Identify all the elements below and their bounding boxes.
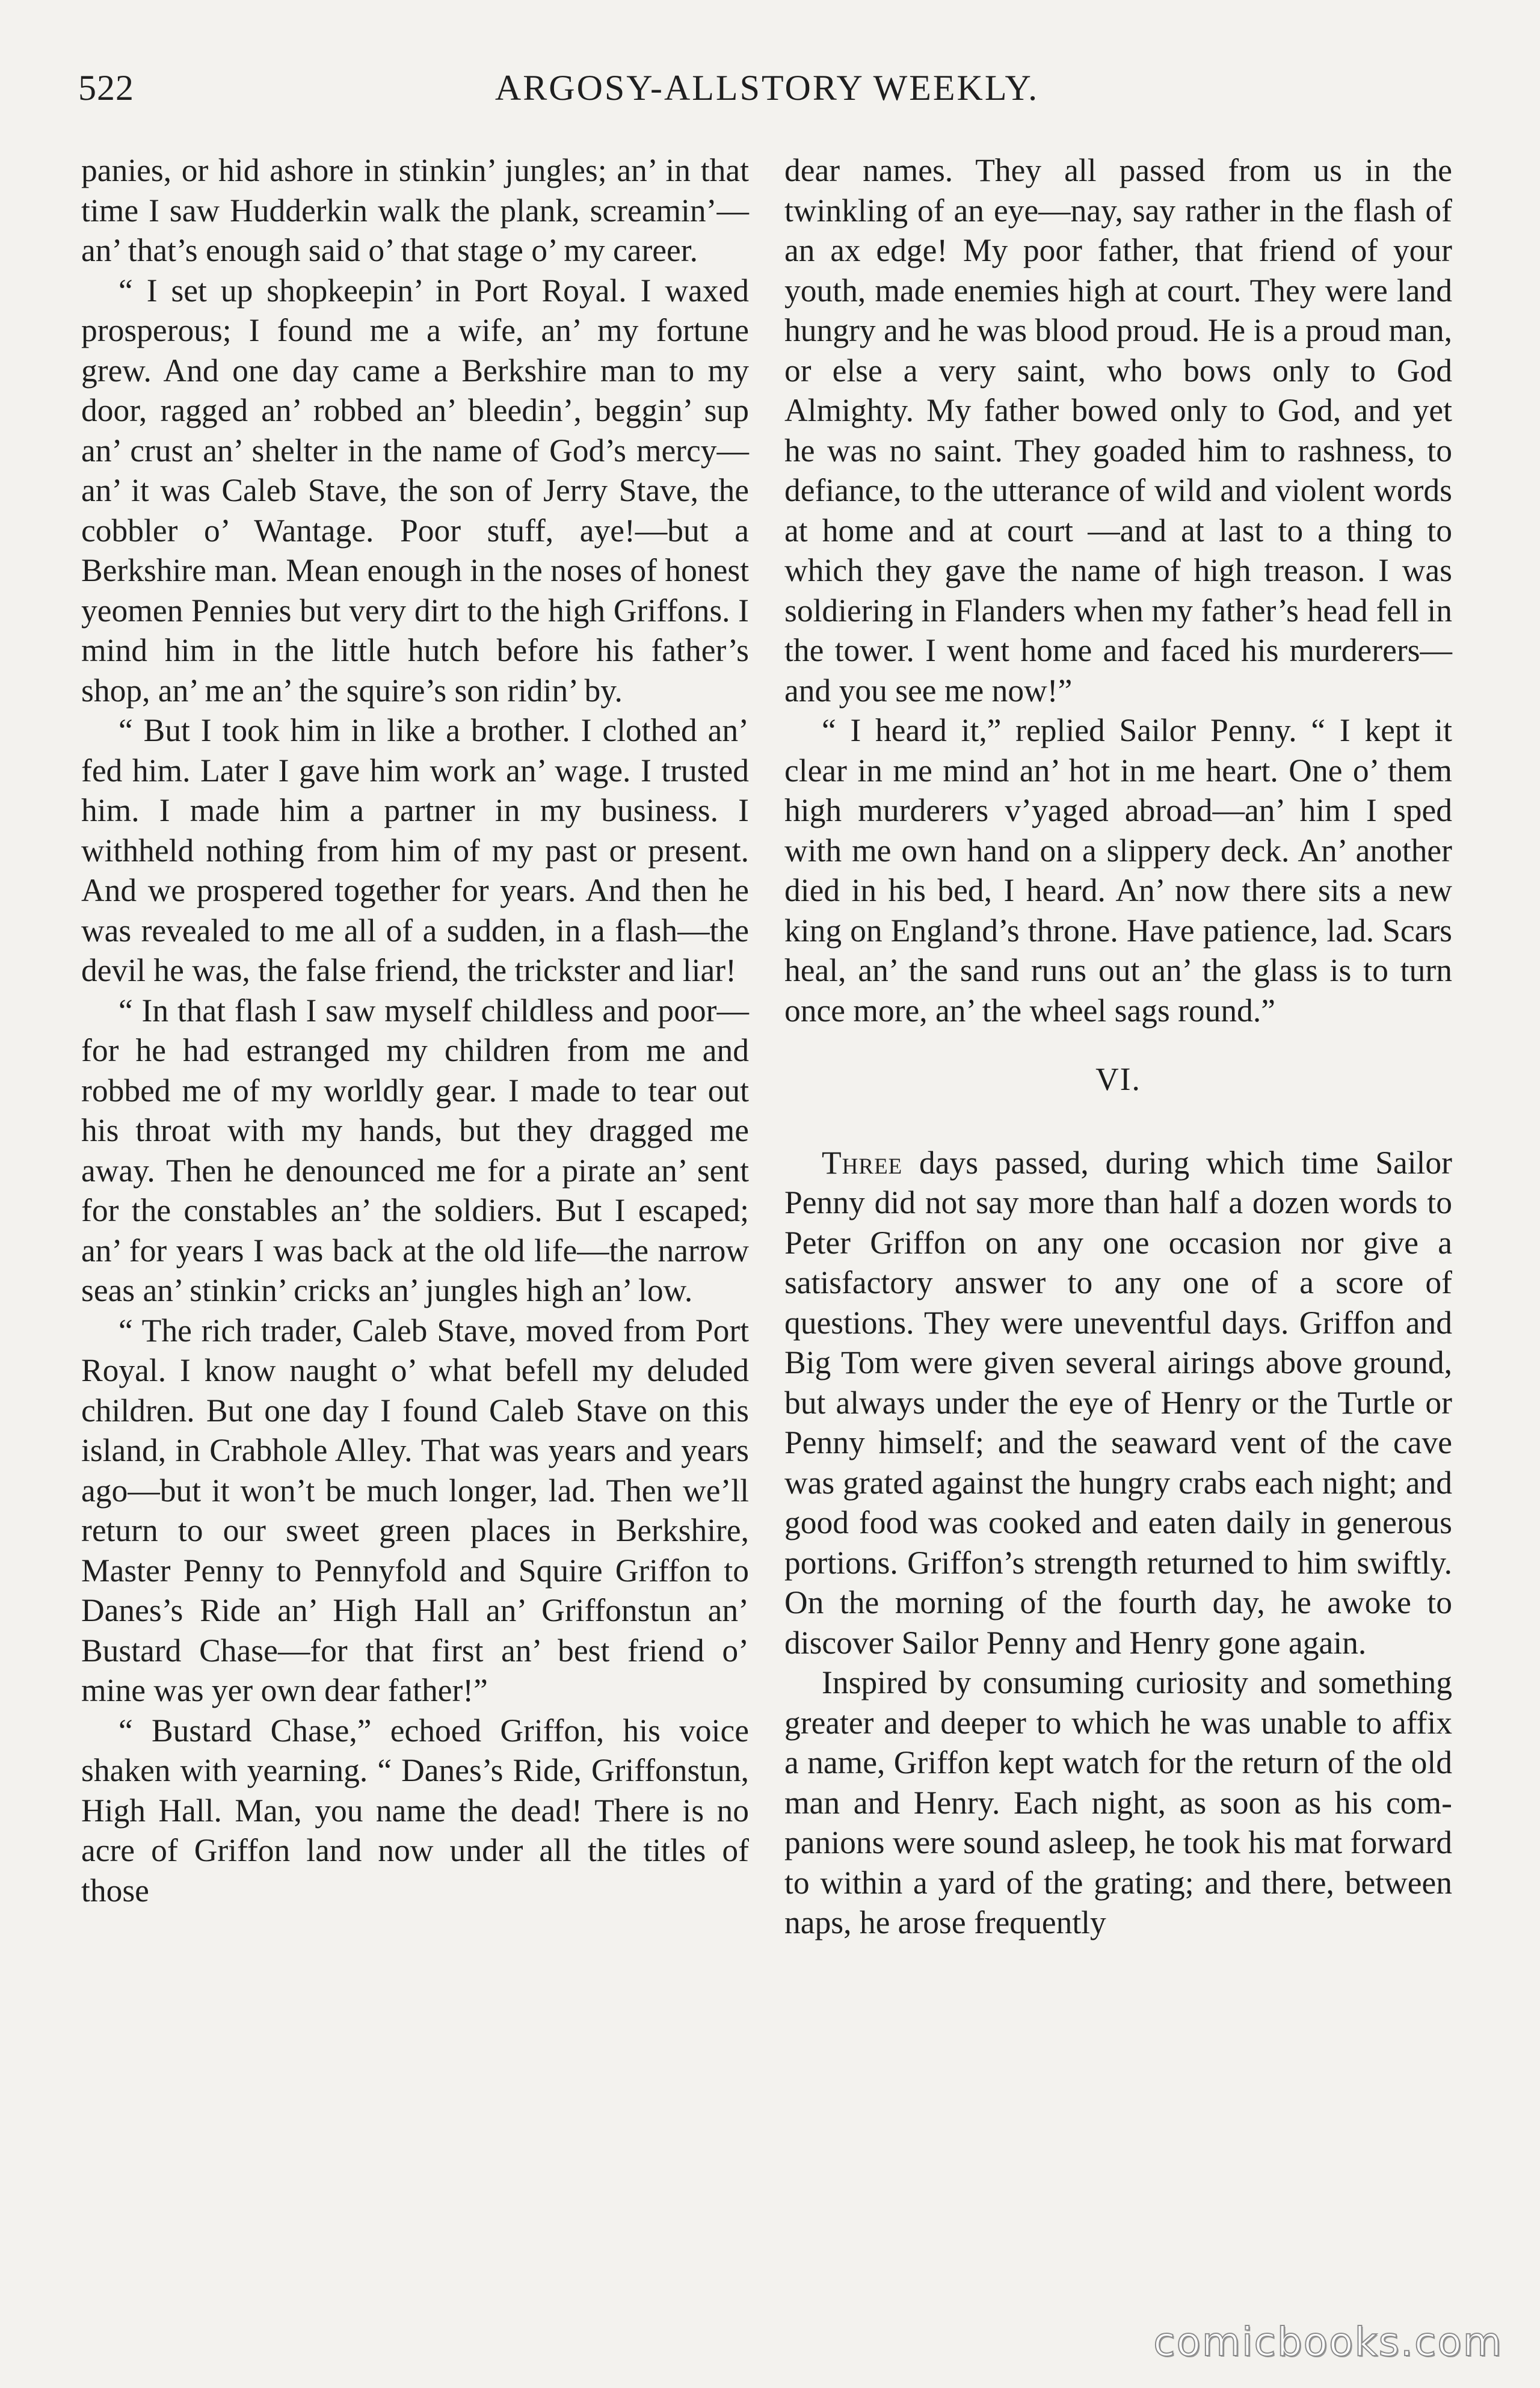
paragraph: panies, or hid ashore in stinkin’ jungles; an’ in that time I saw Hudderkin walk the plank, screamin’—an’ that’s enough said o’ that stage o’ my career. xyxy=(81,152,749,268)
paragraph: “ In that flash I saw myself childless and poor—for he had estranged my children from me and robbed me of my worldly gear. I made to tear out his throat with my hands, but they dragged me away. Then he denounced me for a pirate an’ sent for the constables an’ the soldiers. But I escaped; an’ for years I was back at the old life—the narrow seas an’ stinkin’ cricks an’ jungles high an’ low. xyxy=(81,992,749,1308)
paragraph-text: days passed, during which time Sailor Penny did not say more than half a dozen words to Peter Griffon on any one occasion nor give a satisfactory answer to any one of a score of questions. They were uneventful days. Griffon and Big Tom were given several airings above ground, but always under the eye of Henry or the Turtle or Penny himself; and the seaward vent of the cave was grated against the hungry crabs each night; and good food was cooked and eaten daily in generous portions. Griffon’s strength returned to him swiftly. On the morning of the fourth day, he awoke to discover Sailor Penny and Henry gone again. xyxy=(784,1144,1452,1661)
paragraph: “ But I took him in like a brother. I clothed an’ fed him. Later I gave him work an’ wage. I trusted him. I made him a partner in my business. I withheld nothing from him of my past or present. And we prospered together for years. And then he was revealed to me all of a sudden, in a flash—the devil he was, the false friend, the trickster and liar! xyxy=(81,712,749,988)
paragraph: dear names. They all passed from us in the twinkling of an eye—nay, say rather in the flash of an ax edge! My poor father, that friend of your youth, made enemies high at court. They were land hungry and he was blood proud. He is a proud man, or else a very saint, who bows only to God Almighty. My father bowed only to God, and yet he was no saint. They goaded him to rashness, to defiance, to the utterance of wild and violent words at home and at court —and at last to a thing to which they gave the name of high treason. I was soldiering in Flanders when my father’s head fell in the tower. I went home and faced his murderers—and you see me now!” xyxy=(784,152,1452,709)
paragraph: “ I set up shopkeepin’ in Port Royal. I waxed prosperous; I found me a wife, an’ my fortune grew. And one day came a Berkshire man to my door, ragged an’ robbed an’ bleedin’, beggin’ sup an’ crust an’ shelter in the name of God’s mercy— an’ it was Caleb Stave, the son of Jerry Stave, the cobbler o’ Wantage. Poor stuff, aye!—but a Berkshire man. Mean enough in the noses of honest yeomen Pennies but very dirt to the high Griffons. I mind him in the little hutch before his father’s shop, an’ me an’ the squire’s son ridin’ by. xyxy=(81,272,749,709)
left-column xyxy=(81,150,749,1910)
paragraph: Inspired by consuming curiosity and something greater and deeper to which he was unable to affix a name, Griffon kept watch for the return of the old man and Henry. Each night, as soon as his companions were sound asleep, he took his mat forward to within a yard of the grating; and there, between naps, he arose frequently xyxy=(784,1664,1452,1940)
paragraph: “ Bustard Chase,” echoed Griffon, his voice shaken with yearning. “ Danes’s Ride, Griffonstun, High Hall. Man, you name the dead! There is no acre of Griffon land now under all the titles of those xyxy=(81,1712,749,1909)
right-column xyxy=(784,150,1452,1943)
section-heading: VI. xyxy=(1095,1061,1141,1097)
running-title: ARGOSY-ALLSTORY WEEKLY. xyxy=(494,68,1040,108)
watermark: comicbooks.com xyxy=(1153,2319,1503,2365)
paragraph: “ I heard it,” replied Sailor Penny. “ I kept it clear in me mind an’ hot in me heart. One o’ them high murderers v’yaged abroad—an’ him I sped with me own hand on a slippery deck. An’ another died in his bed, I heard. An’ now there sits a new king on England’s throne. Have patience, lad. Scars heal, an’ the sand runs out an’ the glass is to turn once more, an’ the wheel sags round.” xyxy=(784,712,1452,1029)
paragraph xyxy=(784,1143,1452,1663)
section-opening-word: Three xyxy=(822,1144,903,1181)
paragraph: “ The rich trader, Caleb Stave, moved from Port Royal. I know naught o’ what befell my deluded children. But one day I found Caleb Stave on this island, in Crabhole Alley. That was years and years ago—but it won’t be much longer, lad. Then we’ll return to our sweet green places in Berkshire, Master Penny to Pennyfold and Squire Griffon to Danes’s Ride an’ High Hall an’ Griffonstun an’ Bustard Chase—for that first an’ best friend o’ mine was yer own dear father!” xyxy=(81,1312,749,1708)
page-number: 522 xyxy=(78,68,134,108)
page-header xyxy=(78,67,1456,122)
